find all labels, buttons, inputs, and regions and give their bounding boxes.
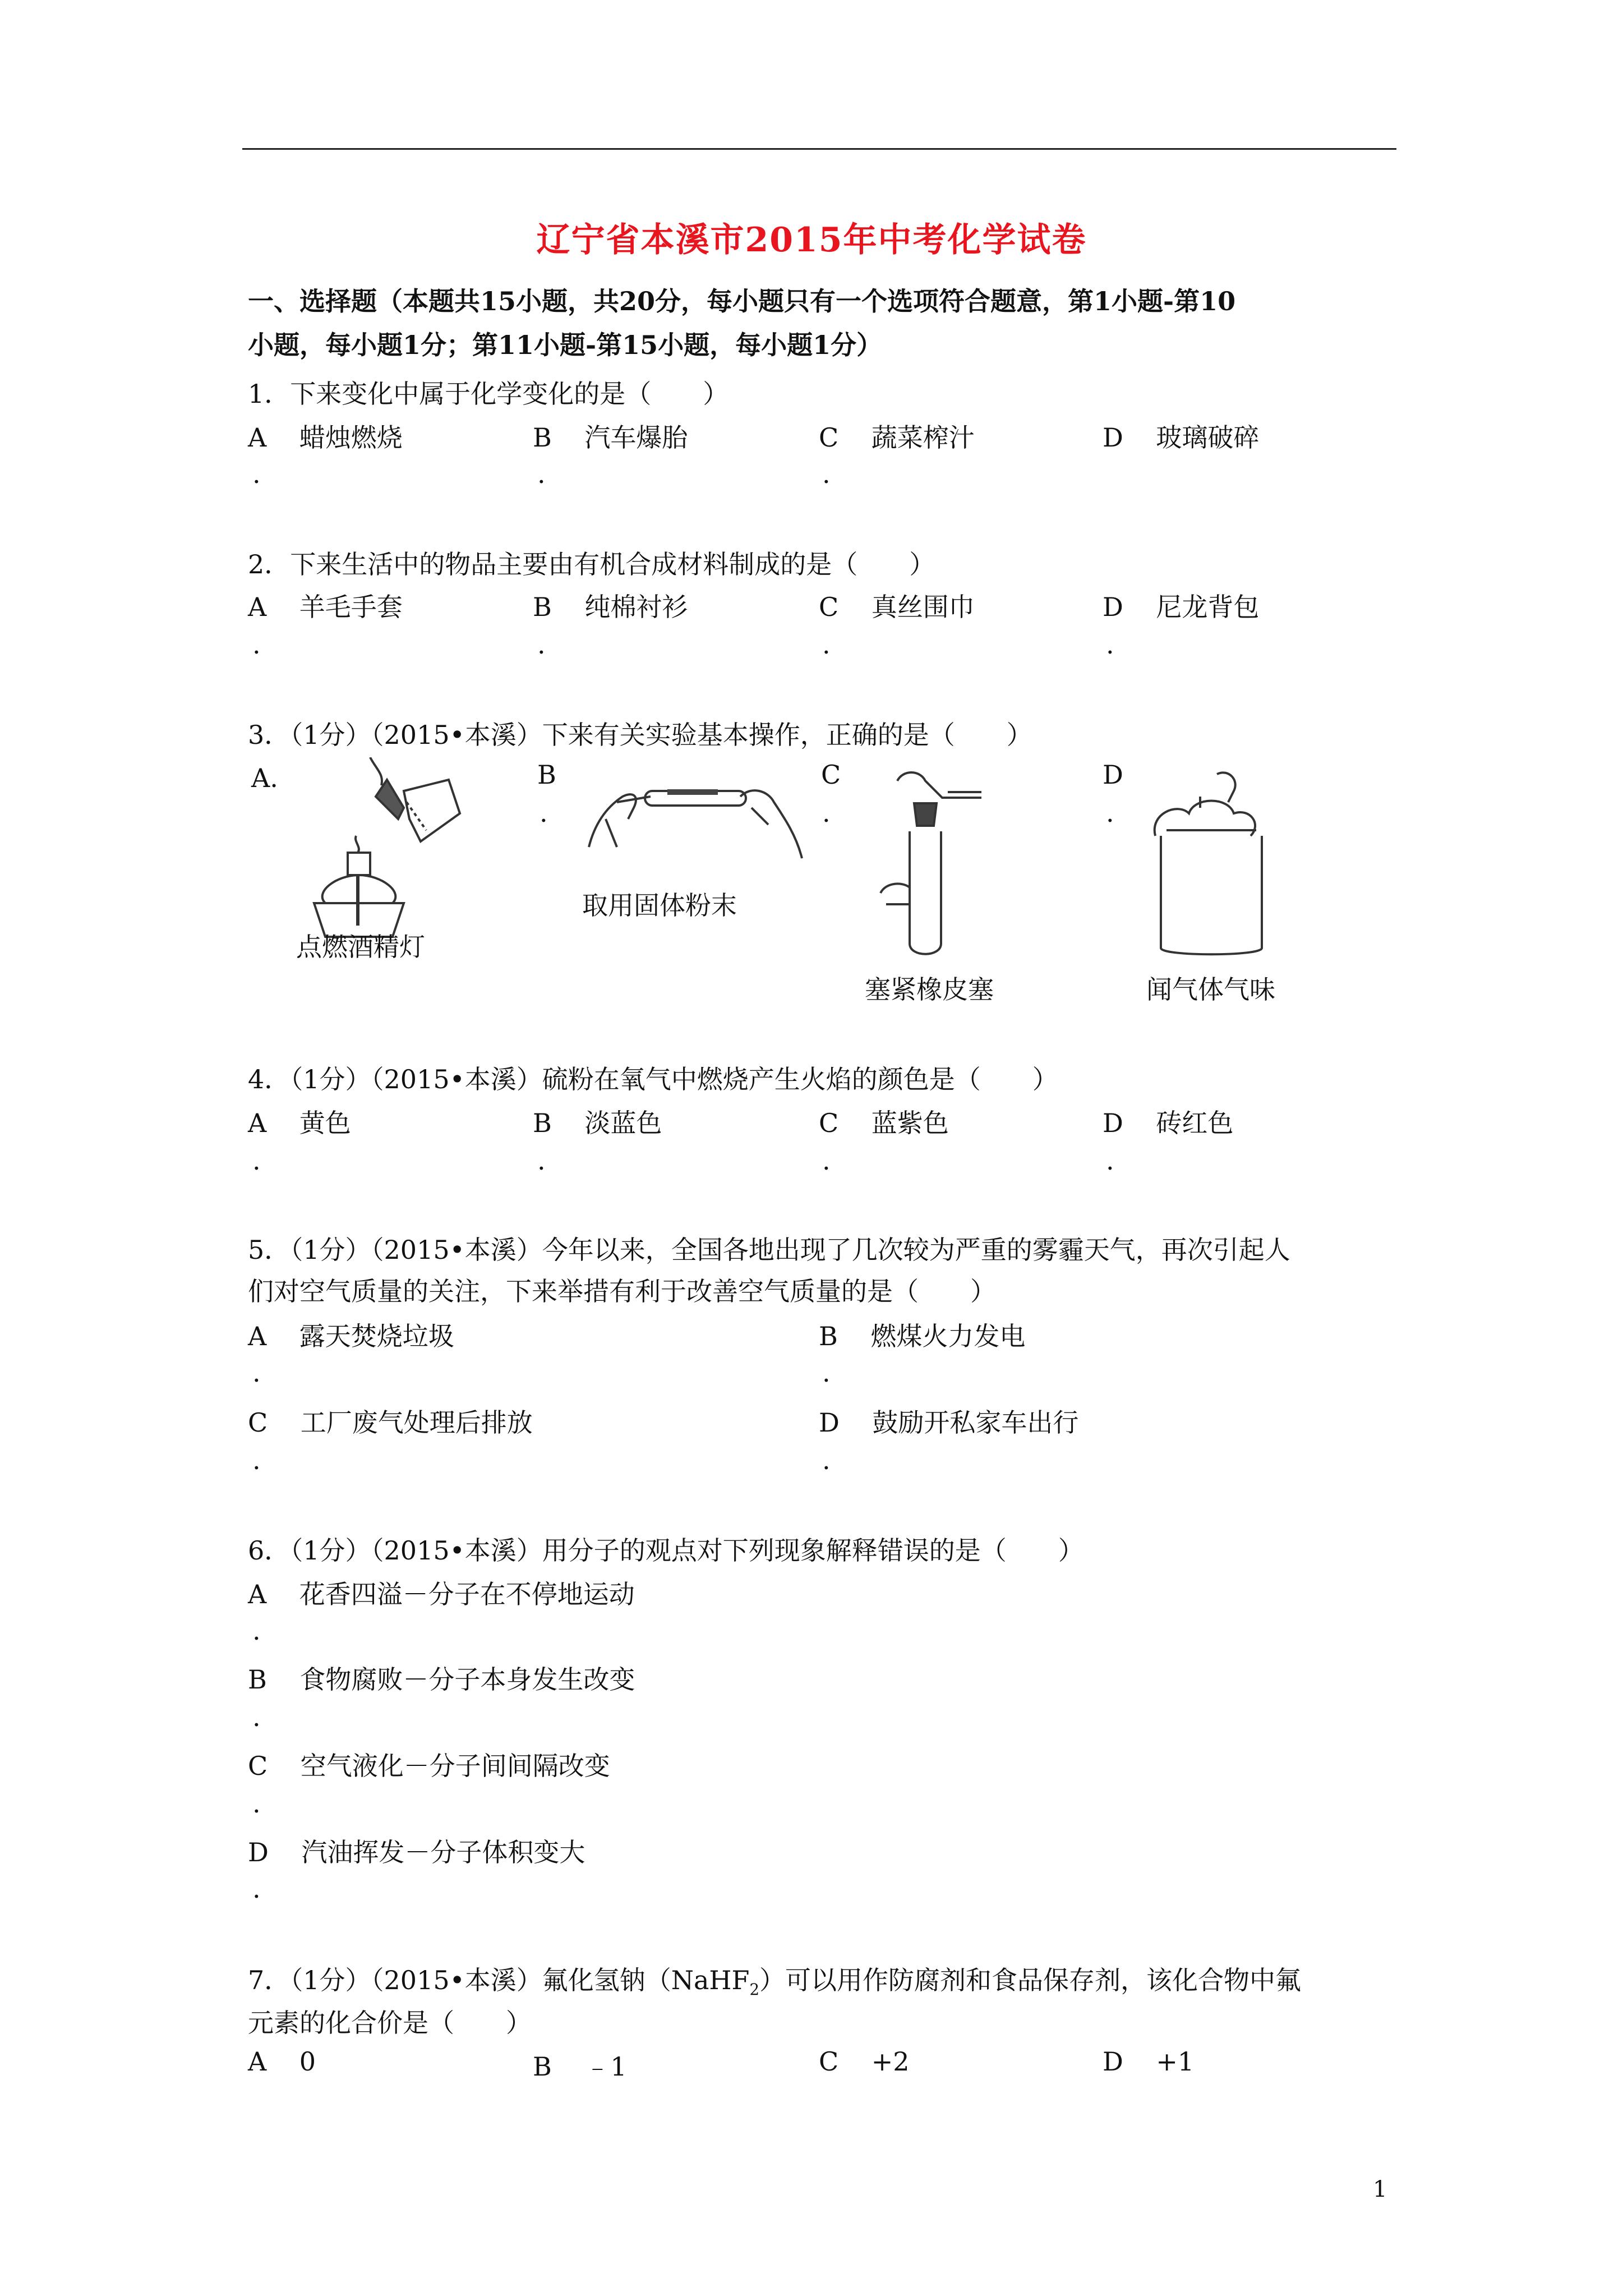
q3-dot-c: . xyxy=(822,798,831,828)
q5-option-d: D 鼓励开私家车出行 xyxy=(819,1407,1079,1438)
page-title: 辽宁省本溪市2015年中考化学试卷 xyxy=(536,220,1087,260)
q4-option-d: D 砖红色 xyxy=(1103,1108,1234,1138)
q7-option-c: C +2 xyxy=(819,2046,910,2077)
q4-option-c: C 蓝紫色 xyxy=(819,1108,949,1138)
q7-option-a: A 0 xyxy=(248,2046,316,2077)
section-heading-line1: 一、选择题（本题共15小题，共20分，每小题只有一个选项符合题意，第1小题-第10 xyxy=(248,286,1236,316)
q1-dot-a: . xyxy=(252,459,261,489)
question-6-stem: 6．（1分）（2015•本溪）用分子的观点对下列现象解释错误的是（ ） xyxy=(248,1535,1084,1566)
q5-dot-d: . xyxy=(822,1445,831,1475)
question-7-stem-line1: 7．（1分）（2015•本溪）氟化氢钠（NaHF$_2$）可以用作防腐剂和食品保存剂，该化合物中氟 xyxy=(248,1965,1302,1999)
q6-dot-a: . xyxy=(252,1616,261,1646)
q2-dot-b: . xyxy=(537,629,546,660)
q2-dot-d: . xyxy=(1106,629,1114,660)
q3-option-a-letter: A. xyxy=(251,763,278,793)
q4-dot-a: . xyxy=(252,1145,261,1176)
q6-dot-c: . xyxy=(252,1788,261,1819)
q1-dot-c: . xyxy=(822,459,831,489)
q6-dot-b: . xyxy=(252,1702,261,1732)
q3-dot-d: . xyxy=(1106,798,1114,828)
header-rule xyxy=(242,148,1396,150)
q5-option-b: B 燃煤火力发电 xyxy=(819,1321,1026,1351)
q3-option-b-letter: B xyxy=(537,760,556,790)
q2-option-d: D 尼龙背包 xyxy=(1103,592,1260,622)
question-3-stem: 3．（1分）（2015•本溪）下来有关实验基本操作，正确的是（ ） xyxy=(248,720,1032,750)
q3-option-c-caption: 塞紧橡皮塞 xyxy=(865,974,994,1005)
q2-dot-a: . xyxy=(252,629,261,660)
q5-option-a: A 露天焚烧垃圾 xyxy=(248,1321,454,1351)
q2-option-a: A 羊毛手套 xyxy=(248,592,403,622)
powder-in-test-tube-icon xyxy=(583,763,808,869)
q5-option-c: C 工厂废气处理后排放 xyxy=(248,1407,533,1438)
question-5-stem-line2: 们对空气质量的关注，下来举措有利于改善空气质量的是（ ） xyxy=(248,1276,996,1306)
q3-option-d-letter: D xyxy=(1103,760,1123,790)
q7-option-d: D +1 xyxy=(1103,2046,1195,2077)
question-5-stem-line1: 5．（1分）（2015•本溪）今年以来，全国各地出现了几次较为严重的雾霾天气，再次引起人 xyxy=(248,1235,1290,1265)
q2-option-b: B 纯棉衬衫 xyxy=(533,592,688,622)
q4-dot-b: . xyxy=(537,1145,546,1176)
q5-dot-b: . xyxy=(822,1358,831,1388)
q3-dot-b: . xyxy=(540,798,548,828)
q7-option-b: B ﹣1 xyxy=(533,2051,627,2082)
section-heading-line2: 小题，每小题1分；第11小题-第15小题，每小题1分） xyxy=(248,330,883,360)
q1-option-d: D 玻璃破碎 xyxy=(1103,422,1260,453)
q6-option-c: C 空气液化－分子间间隔改变 xyxy=(248,1751,610,1781)
q4-dot-c: . xyxy=(822,1145,831,1176)
q3-option-c-letter: C xyxy=(821,760,841,790)
q2-option-c: C 真丝围巾 xyxy=(819,592,975,622)
q6-option-a: A 花香四溢－分子在不停地运动 xyxy=(248,1579,635,1609)
q2-dot-c: . xyxy=(822,629,831,660)
q4-option-b: B 淡蓝色 xyxy=(533,1108,662,1138)
q1-dot-b: . xyxy=(537,459,546,489)
q5-dot-a: . xyxy=(252,1358,261,1388)
q4-dot-d: . xyxy=(1106,1145,1114,1176)
q6-option-b: B 食物腐败－分子本身发生改变 xyxy=(248,1664,635,1695)
q3-option-a-caption: 点燃酒精灯 xyxy=(296,932,425,962)
q1-option-b: B 汽车爆胎 xyxy=(533,422,688,453)
q3-option-d-caption: 闻气体气味 xyxy=(1146,974,1275,1005)
question-7-stem-line2: 元素的化合价是（ ） xyxy=(248,2008,532,2038)
smelling-gas-icon xyxy=(1144,769,1279,959)
q1-option-a: A 蜡烛燃烧 xyxy=(248,422,403,453)
question-4-stem: 4．（1分）（2015•本溪）硫粉在氧气中燃烧产生火焰的颜色是（ ） xyxy=(248,1064,1058,1094)
q3-option-b-caption: 取用固体粉末 xyxy=(582,890,737,921)
q5-dot-c: . xyxy=(252,1445,261,1475)
question-2-stem: 2．下来生活中的物品主要由有机合成材料制成的是（ ） xyxy=(248,549,935,579)
rubber-stopper-icon xyxy=(864,764,993,960)
page-number: 1 xyxy=(1373,2177,1387,2202)
q6-option-d: D 汽油挥发－分子体积变大 xyxy=(248,1837,585,1867)
question-1-stem: 1．下来变化中属于化学变化的是（ ） xyxy=(248,379,729,409)
q4-option-a: A 黄色 xyxy=(248,1108,351,1138)
q1-option-c: C 蔬菜榨汁 xyxy=(819,422,975,453)
q6-dot-d: . xyxy=(252,1874,261,1904)
